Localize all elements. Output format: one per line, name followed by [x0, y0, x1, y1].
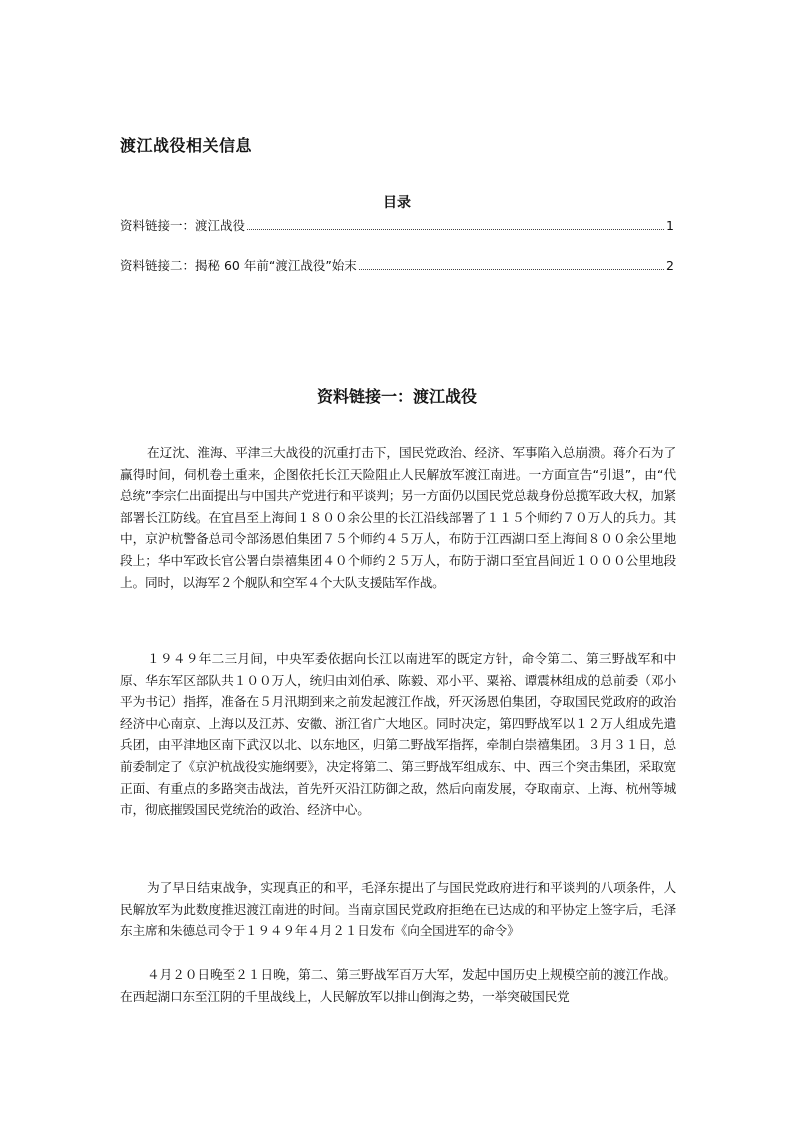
body-paragraph: １９４９年二三月间，中央军委依据向长江以南进军的既定方针，命令第二、第三野战军和中原、华东军区部队共１００万人，统归由刘伯承、陈毅、邓小平、粟裕、谭震林组成的总前委（邓小平为书记）指挥，准备在５月汛期到来之前发起渡江作战，歼灭汤恩伯集团，夺取国民党政府的政治经济中心南京、上海以及江苏、安徽、浙江省广大地区。同时决定，第四野战军以１２万人组成先遣兵团，由平津地区南下武汉以北、以东地区，归第二野战军指挥，牵制白崇禧集团。３月３１日，总前委制定了《京沪杭战役实施纲要》，决定将第二、第三野战军组成东、中、西三个突击集团，采取宽正面、有重点的多路突击战法，首先歼灭沿江防御之敌，然后向南发展，夺取南京、上海、杭州等城市，彻底摧毁国民党统治的政治、经济中心。: [120, 651, 676, 818]
toc-heading: 目录: [383, 195, 411, 211]
toc-leader-dots: [359, 268, 664, 270]
body-paragraph: 在辽沈、淮海、平津三大战役的沉重打击下，国民党政治、经济、军事陷入总崩溃。蒋介石为了赢得时间，伺机卷土重来，企图依托长江天险阻止人民解放军渡江南进。一方面宣告“引退”，由“代总统”李宗仁出面提出与中国共产党进行和平谈判；另一方面仍以国民党总裁身份总揽军政大权，加紧部署长江防线。在宜昌至上海间１８００余公里的长江沿线部署了１１５个师约７０万人的兵力。其中，京沪杭警备总司令部汤恩伯集团７５个师约４５万人，布防于江西湖口至上海间８００余公里地段上；华中军政长官公署白崇禧集团４０个师约２５万人，布防于湖口至宜昌间近１０００公里地段上。同时，以海军２个舰队和空军４个大队支援陆军作战。: [120, 445, 676, 590]
toc-entry-page: 2: [666, 258, 674, 273]
toc-leader-dots: [247, 228, 664, 230]
section-heading: 资料链接一：渡江战役: [316, 387, 477, 406]
toc-entry-label: 资料链接二：揭秘 60 年前“渡江战役”始末: [120, 258, 357, 273]
toc-entry-1[interactable]: [120, 216, 674, 234]
document-title: 渡江战役相关信息: [120, 136, 253, 155]
body-paragraph: ４月２０日晚至２１日晚，第二、第三野战军百万大军，发起中国历史上规模空前的渡江作战。在西起湖口东至江阴的千里战线上，人民解放军以排山倒海之势，一举突破国民党: [120, 967, 676, 1004]
body-paragraph: 为了早日结束战争，实现真正的和平，毛泽东提出了与国民党政府进行和平谈判的八项条件，人民解放军为此数度推迟渡江南进的时间。当南京国民党政府拒绝在已达成的和平协定上签字后，毛泽东主席和朱德总司令于１９４９年４月２１日发布《向全国进军的命令》: [120, 880, 676, 939]
toc-entry-2[interactable]: [120, 256, 674, 274]
toc-entry-label: 资料链接一：渡江战役: [120, 218, 246, 233]
toc-entry-page: 1: [666, 218, 674, 233]
